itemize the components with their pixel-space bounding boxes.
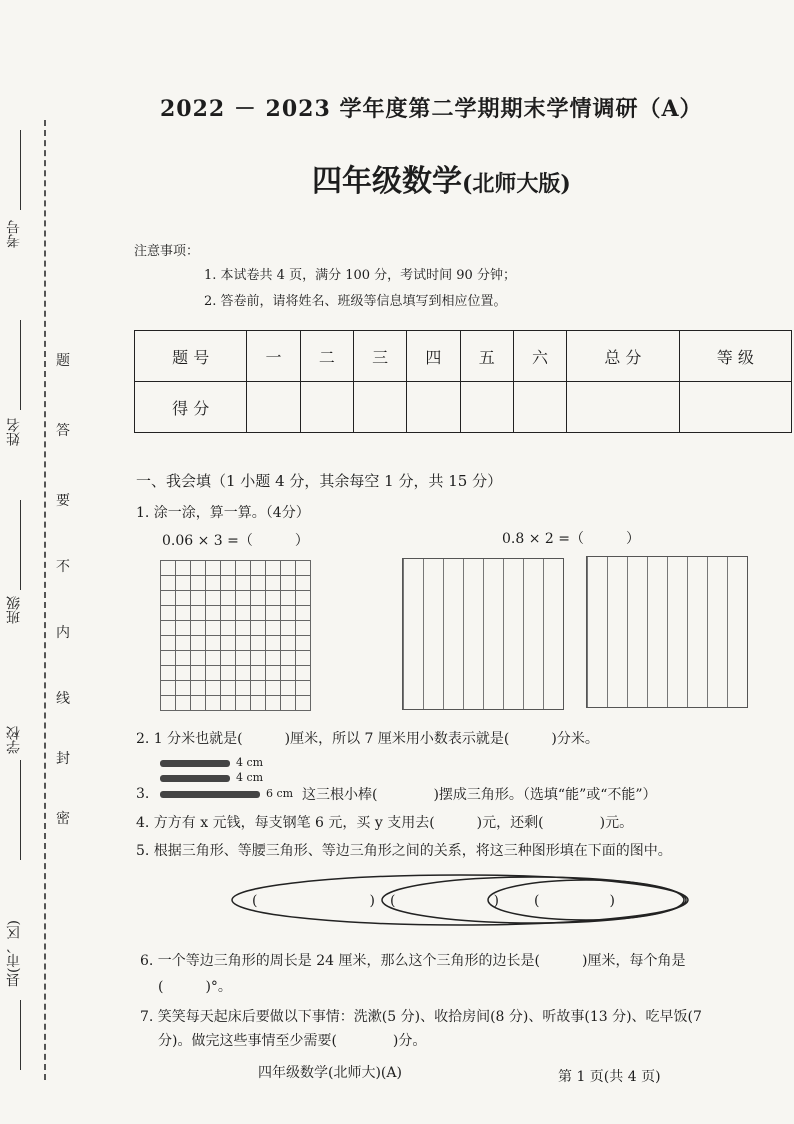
school-label: 学校 (6, 726, 22, 754)
exam-title: 2022 － 2023 学年度第二学期期末学情调研（A） (160, 96, 703, 122)
score-cell[interactable] (353, 382, 406, 433)
score-header-cell: 四 (407, 331, 460, 382)
score-header-cell: 总 分 (567, 331, 679, 382)
score-header-cell: 题 号 (135, 331, 247, 382)
question-1: 1. 涂一涂，算一算。（4分） (136, 505, 310, 521)
question-5: 5. 根据三角形、等腰三角形、等边三角形之间的关系，将这三种图形填在下面的图中。 (136, 843, 672, 859)
exam-number-line (20, 130, 21, 210)
county-label: 县(市、区) (6, 920, 22, 987)
question-6-line-1: 6. 一个等边三角形的周长是 24 厘米，那么这个三角形的边长是( )厘米，每个角是 (140, 953, 686, 969)
score-header-cell: 等 级 (679, 331, 791, 382)
answer-slot-triangle[interactable]: ( ) (252, 893, 375, 909)
school-line (20, 760, 21, 860)
stick-label: 6 cm (266, 787, 294, 800)
stick-6cm (160, 791, 260, 798)
expression-1: 0.06 × 3 =（ ） (162, 533, 309, 549)
edition-label: (北师大版) (462, 171, 571, 197)
binding-warning-char: 答 (56, 423, 70, 439)
binding-warning-char: 题 (56, 353, 70, 369)
tenths-strip-grid[interactable] (402, 558, 564, 710)
exam-subtitle (312, 156, 571, 200)
subject-name: 四年级数学 (312, 164, 462, 199)
name-line (20, 320, 21, 410)
question-3: 这三根小棒( )摆成三角形。（选填“能”或“不能”） (302, 787, 657, 803)
score-cell[interactable] (460, 382, 513, 433)
page-number: 第 1 页(共 4 页) (558, 1069, 661, 1085)
exam-number-label: 考号 (6, 220, 22, 248)
question-4: 4. 方方有 x 元钱，每支钢笔 6 元，买 y 支用去( )元，还剩( )元。 (136, 815, 634, 831)
stick-4cm (160, 775, 230, 782)
score-header-cell: 二 (300, 331, 353, 382)
county-line (20, 1000, 21, 1070)
binding-warning-char: 封 (56, 751, 70, 767)
answer-slot-isosceles[interactable]: ( ) (390, 893, 499, 909)
score-cell[interactable] (300, 382, 353, 433)
binding-warning-char: 要 (56, 493, 70, 509)
score-header-cell: 六 (513, 331, 566, 382)
answer-slot-equilateral[interactable]: ( ) (534, 893, 615, 909)
question-2: 2. 1 分米也就是( )厘米，所以 7 厘米用小数表示就是( )分米。 (136, 731, 599, 747)
question-3-number: 3. (136, 786, 150, 802)
notes-label: 注意事项： (134, 244, 200, 259)
stick-label: 4 cm (236, 756, 264, 769)
section-heading: 一、我会填（1 小题 4 分，其余每空 1 分，共 15 分） (136, 472, 503, 490)
note-item: 2. 答卷前，请将姓名、班级等信息填写到相应位置。 (204, 294, 507, 309)
binding-warning-char: 线 (56, 691, 70, 707)
name-label: 姓名 (6, 418, 22, 446)
binding-dashed-line (44, 120, 46, 1080)
hundred-grid[interactable] (160, 560, 311, 711)
score-cell[interactable] (407, 382, 460, 433)
score-table (134, 330, 792, 433)
score-cell[interactable] (679, 382, 791, 433)
binding-warning-char: 内 (56, 625, 70, 641)
score-header-cell: 五 (460, 331, 513, 382)
tenths-strip-grid[interactable] (586, 556, 748, 708)
score-cell[interactable] (247, 382, 300, 433)
stick-4cm (160, 760, 230, 767)
question-6-line-2: ( )°。 (158, 979, 232, 995)
footer-subject: 四年级数学(北师大)(A) (258, 1065, 402, 1081)
score-cell[interactable] (567, 382, 679, 433)
question-7-line-1: 7. 笑笑每天起床后要做以下事情：洗漱(5 分)、收拾房间(8 分)、听故事(13 分)、吃早饭(7 (140, 1009, 702, 1025)
binding-warning-char: 密 (56, 811, 70, 827)
question-7-line-2: 分)。做完这些事情至少需要( )分。 (158, 1033, 427, 1049)
score-header-cell: 一 (247, 331, 300, 382)
class-label: 班级 (6, 596, 22, 624)
class-line (20, 500, 21, 590)
score-header-cell: 三 (353, 331, 406, 382)
score-cell[interactable] (513, 382, 566, 433)
note-item: 1. 本试卷共 4 页，满分 100 分，考试时间 90 分钟； (204, 268, 516, 283)
score-row-label: 得 分 (135, 382, 247, 433)
binding-warning-char: 不 (56, 559, 70, 575)
expression-2: 0.8 × 2 =（ ） (502, 531, 640, 547)
stick-label: 4 cm (236, 771, 264, 784)
